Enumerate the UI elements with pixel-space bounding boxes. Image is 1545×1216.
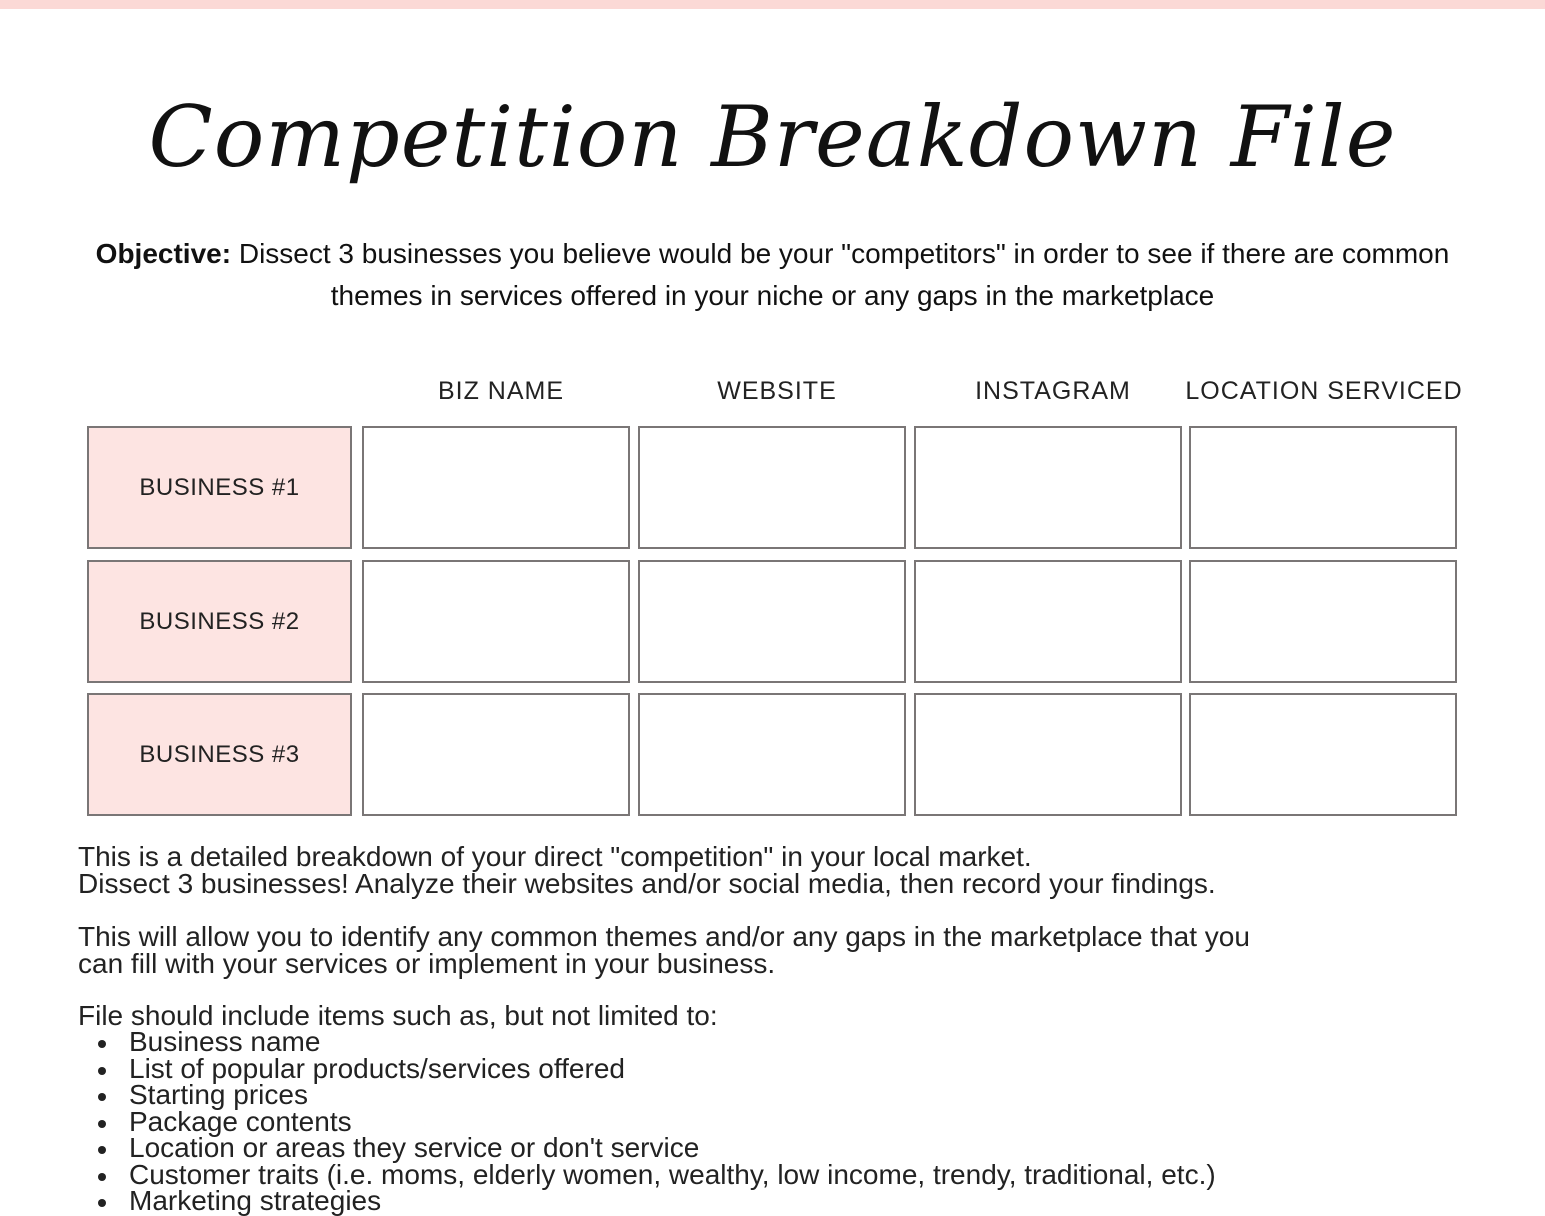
bullet-icon [98,1173,106,1181]
objective-text [80,233,1465,317]
objective-label: Objective: [95,238,232,269]
top-accent-bar [0,0,1545,9]
cell-business-2-instagram[interactable] [914,560,1182,683]
intro-line-1: This is a detailed breakdown of your direct "competition" in your local market. [78,841,1032,872]
cell-business-2-location[interactable] [1189,560,1457,683]
bullet-icon [98,1199,106,1207]
column-header-website: WEBSITE [717,377,837,405]
list-item [78,1185,1498,1216]
cell-business-1-location[interactable] [1189,426,1457,549]
cell-business-1-website[interactable] [638,426,906,549]
intro-line-2: Dissect 3 businesses! Analyze their websites and/or social media, then record your findings. [78,868,1216,899]
row-label-business-2: BUSINESS #2 [87,560,352,683]
bullet-icon [98,1040,106,1048]
bullet-icon [98,1067,106,1075]
purpose-line-2: can fill with your services or implement in your business. [78,948,776,979]
purpose-line-1: This will allow you to identify any common themes and/or any gaps in the marketplace that you [78,921,1250,952]
column-header-location-serviced: LOCATION SERVICED [1185,377,1463,405]
cell-business-1-instagram[interactable] [914,426,1182,549]
list-item-text: Package contents [129,1105,352,1137]
bullet-icon [98,1120,106,1128]
cell-business-2-biz-name[interactable] [362,560,630,683]
list-item-text: Marketing strategies [129,1185,382,1216]
row-label-business-3: BUSINESS #3 [87,693,352,816]
column-header-biz-name: BIZ NAME [437,377,565,405]
include-items-intro [78,1002,1498,1029]
cell-business-3-instagram[interactable] [914,693,1182,816]
cell-business-3-website[interactable] [638,693,906,816]
list-item-text: Business name [129,1026,321,1057]
bullet-icon [98,1146,106,1154]
cell-business-2-website[interactable] [638,560,906,683]
cell-business-3-biz-name[interactable] [362,693,630,816]
list-item-text: List of popular products/services offered [129,1052,625,1084]
list-item-text: Location or areas they service or don't service [129,1132,700,1163]
include-items-line: File should include items such as, but not limited to: [78,1000,718,1031]
list-item-text: Starting prices [129,1079,308,1110]
row-label-business-1: BUSINESS #1 [87,426,352,549]
page-title: Competition Breakdown File [148,88,1397,186]
list-item-text: Customer traits (i.e. moms, elderly women, wealthy, low income, trendy, traditional, etc.) [129,1158,1216,1190]
bullet-icon [98,1093,106,1101]
cell-business-1-biz-name[interactable] [362,426,630,549]
purpose-paragraph [78,923,1498,977]
include-items-list [78,1026,1498,1216]
cell-business-3-location[interactable] [1189,693,1457,816]
intro-paragraph [78,843,1498,897]
column-header-instagram: INSTAGRAM [975,377,1131,405]
objective-body: Dissect 3 businesses you believe would be your "competitors" in order to see if there are common themes in services offered in your niche or any gaps in the marketplace [231,238,1450,311]
